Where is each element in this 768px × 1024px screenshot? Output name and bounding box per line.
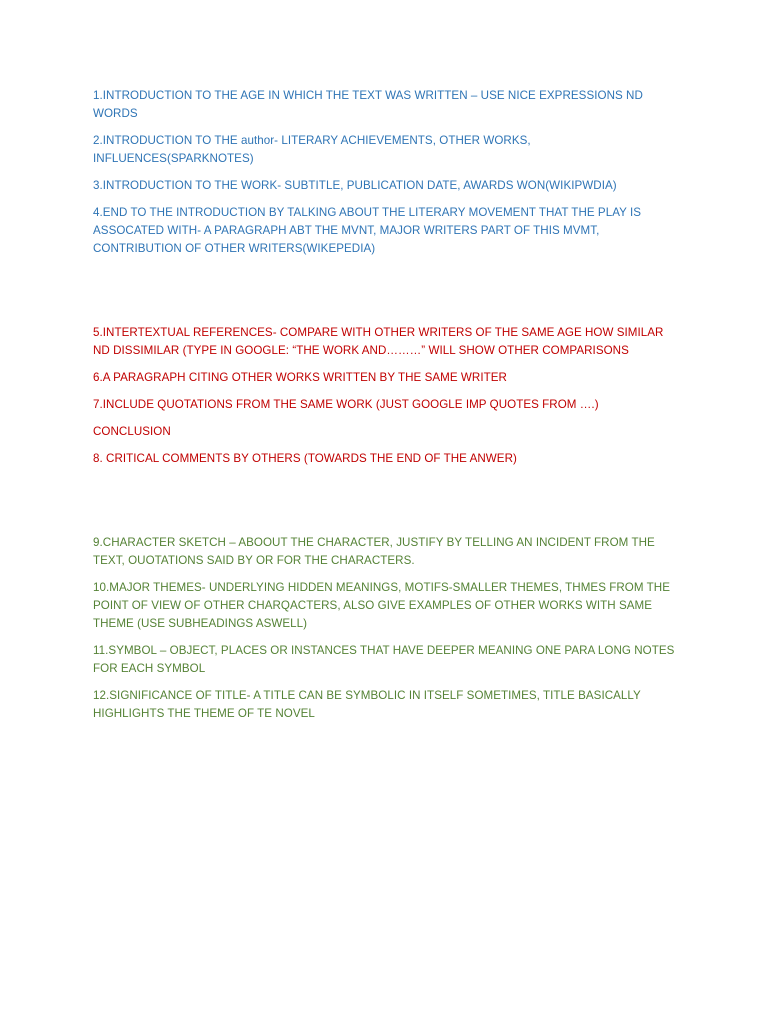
- intro-item-1: 1.INTRODUCTION TO THE AGE IN WHICH THE TEXT WAS WRITTEN – USE NICE EXPRESSIONS ND WORDS: [93, 89, 643, 120]
- body-item-5: 5.INTERTEXTUAL REFERENCES- COMPARE WITH OTHER WRITERS OF THE SAME AGE HOW SIMILAR ND DISSIMILAR (TYPE IN GOOGLE: “THE WORK AND………” WILL SHOW OTHER COMPARISONS: [93, 326, 664, 357]
- analysis-item-9: 9.CHARACTER SKETCH – ABOOUT THE CHARACTER, JUSTIFY BY TELLING AN INCIDENT FROM THE TEXT, OUOTATIONS SAID BY OR FOR THE CHARACTERS.: [93, 536, 655, 567]
- document-content: [93, 87, 683, 732]
- analysis-item-10: 10.MAJOR THEMES- UNDERLYING HIDDEN MEANINGS, MOTIFS-SMALLER THEMES, THMES FROM THE POINT OF VIEW OF OTHER CHARQACTERS, ALSO GIVE EXAMPLES OF OTHER WORKS WITH SAME THEME (USE SUBHEADINGS ASWELL): [93, 581, 670, 630]
- intro-item-4: 4.END TO THE INTRODUCTION BY TALKING ABOUT THE LITERARY MOVEMENT THAT THE PLAY IS ASSOCATED WITH- A PARAGRAPH ABT THE MVNT, MAJOR WRITERS PART OF THIS MVMT, CONTRIBUTION OF OTHER WRITERS(WIKEPEDIA): [93, 206, 642, 255]
- body-item-7: 7.INCLUDE QUOTATIONS FROM THE SAME WORK (JUST GOOGLE IMP QUOTES FROM ….): [93, 398, 599, 411]
- section-introduction: [93, 87, 683, 258]
- section-spacer: [93, 267, 683, 324]
- intro-item-2: 2.INTRODUCTION TO THE author- LITERARY ACHIEVEMENTS, OTHER WORKS, INFLUENCES(SPARKNOTES): [93, 134, 531, 165]
- intro-item-3: 3.INTRODUCTION TO THE WORK- SUBTITLE, PUBLICATION DATE, AWARDS WON(WIKIPWDIA): [93, 179, 617, 192]
- section-analysis: [93, 534, 683, 723]
- body-item-8: 8. CRITICAL COMMENTS BY OTHERS (TOWARDS THE END OF THE ANWER): [93, 452, 517, 465]
- section-spacer: [93, 477, 683, 534]
- analysis-item-11: 11.SYMBOL – OBJECT, PLACES OR INSTANCES THAT HAVE DEEPER MEANING ONE PARA LONG NOTES FOR EACH SYMBOL: [93, 644, 675, 675]
- section-body: [93, 324, 683, 468]
- analysis-item-12: 12.SIGNIFICANCE OF TITLE- A TITLE CAN BE SYMBOLIC IN ITSELF SOMETIMES, TITLE BASICALLY HIGHLIGHTS THE THEME OF TE NOVEL: [93, 689, 641, 720]
- conclusion-heading: CONCLUSION: [93, 425, 171, 438]
- body-item-6: 6.A PARAGRAPH CITING OTHER WORKS WRITTEN BY THE SAME WRITER: [93, 371, 507, 384]
